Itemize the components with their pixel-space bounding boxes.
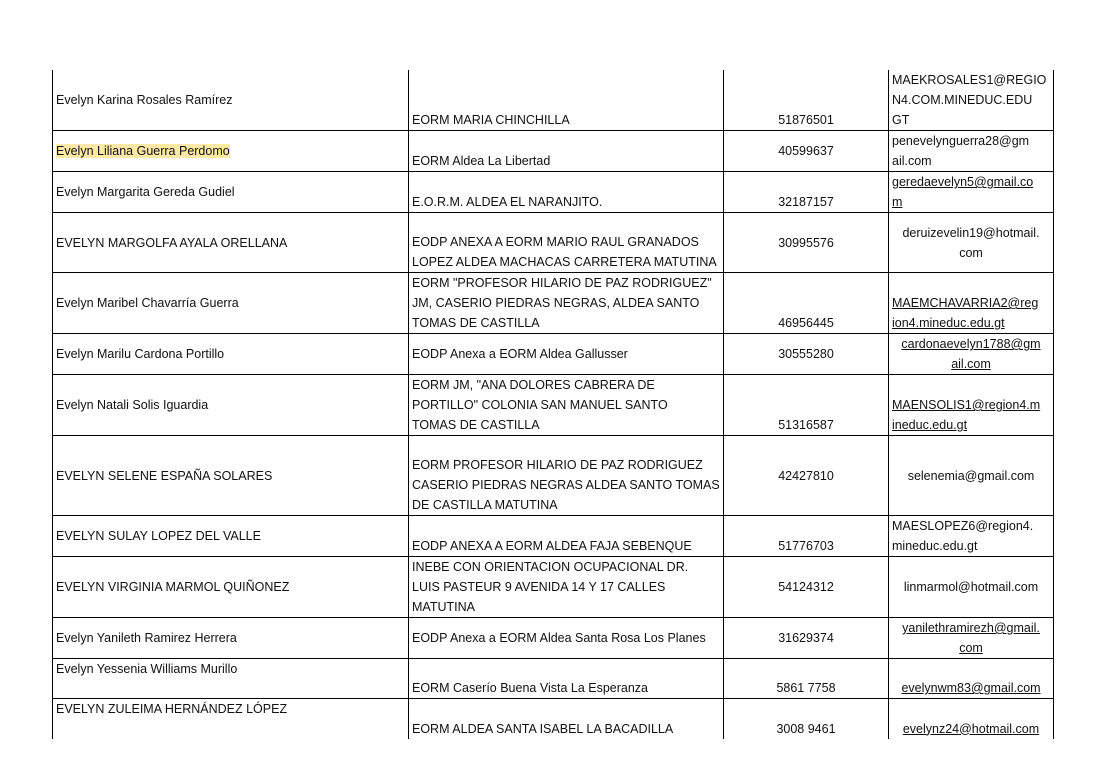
email-cell: deruizevelin19@hotmail. com [889, 213, 1054, 273]
school-cell: EODP ANEXA A EORM ALDEA FAJA SEBENQUE [409, 516, 724, 557]
phone-cell: 51876501 [724, 70, 889, 131]
email-cell: MAEKROSALES1@REGIO N4.COM.MINEDUC.EDU GT [889, 70, 1054, 131]
table-row [53, 131, 1054, 172]
email-cell: MAESLOPEZ6@region4. mineduc.edu.gt [889, 516, 1054, 557]
name-cell: Evelyn Margarita Gereda Gudiel [53, 172, 409, 213]
table-row [53, 172, 1054, 213]
phone-cell: 31629374 [724, 618, 889, 659]
school-cell: EODP Anexa a EORM Aldea Santa Rosa Los Planes [409, 618, 724, 659]
school-cell: EODP ANEXA A EORM MARIO RAUL GRANADOS LOPEZ ALDEA MACHACAS CARRETERA MATUTINA [409, 213, 724, 273]
table-row [53, 699, 1054, 739]
school-cell: EORM Aldea La Libertad [409, 131, 724, 172]
school-cell: INEBE CON ORIENTACION OCUPACIONAL DR. LUIS PASTEUR 9 AVENIDA 14 Y 17 CALLES MATUTINA [409, 557, 724, 618]
email-link[interactable]: evelynwm83@gmail.com [889, 659, 1054, 699]
table-row [53, 375, 1054, 436]
email-cell: penevelynguerra28@gm ail.com [889, 131, 1054, 172]
phone-cell: 3008 9461 [724, 699, 889, 739]
name-cell: Evelyn Natali Solis Iguardia [53, 375, 409, 436]
email-link[interactable]: yanilethramirezh@gmail. com [889, 618, 1054, 659]
table-row [53, 334, 1054, 375]
phone-cell: 30995576 [724, 213, 889, 273]
table-row [53, 516, 1054, 557]
school-cell: EODP Anexa a EORM Aldea Gallusser [409, 334, 724, 375]
table-row [53, 436, 1054, 516]
name-cell: Evelyn Karina Rosales Ramírez [53, 70, 409, 131]
phone-cell: 5861 7758 [724, 659, 889, 699]
table-row [53, 273, 1054, 334]
phone-cell: 32187157 [724, 172, 889, 213]
school-cell: E.O.R.M. ALDEA EL NARANJITO. [409, 172, 724, 213]
phone-cell: 51316587 [724, 375, 889, 436]
phone-cell: 30555280 [724, 334, 889, 375]
school-cell: EORM "PROFESOR HILARIO DE PAZ RODRIGUEZ" JM, CASERIO PIEDRAS NEGRAS, ALDEA SANTO TOMAS DE CASTILLA [409, 273, 724, 334]
table-row [53, 213, 1054, 273]
name-cell: Evelyn Yanileth Ramirez Herrera [53, 618, 409, 659]
email-link[interactable]: MAENSOLIS1@region4.m ineduc.edu.gt [889, 375, 1054, 436]
table-row [53, 70, 1054, 131]
email-link[interactable]: evelynz24@hotmail.com [889, 699, 1054, 739]
table-row [53, 659, 1054, 699]
school-cell: EORM Caserío Buena Vista La Esperanza [409, 659, 724, 699]
name-cell: EVELYN SULAY LOPEZ DEL VALLE [53, 516, 409, 557]
school-cell: EORM MARIA CHINCHILLA [409, 70, 724, 131]
phone-cell: 51776703 [724, 516, 889, 557]
email-link[interactable]: cardonaevelyn1788@gm ail.com [889, 334, 1054, 375]
name-cell: Evelyn Yessenia Williams Murillo [53, 659, 409, 699]
table-row [53, 557, 1054, 618]
email-cell: selenemia@gmail.com [889, 436, 1054, 516]
name-cell: EVELYN MARGOLFA AYALA ORELLANA [53, 213, 409, 273]
school-cell: EORM ALDEA SANTA ISABEL LA BACADILLA [409, 699, 724, 739]
name-cell: EVELYN VIRGINIA MARMOL QUIÑONEZ [53, 557, 409, 618]
phone-cell: 42427810 [724, 436, 889, 516]
phone-cell: 40599637 [724, 131, 889, 172]
name-cell: EVELYN ZULEIMA HERNÁNDEZ LÓPEZ [53, 699, 409, 739]
email-link[interactable]: geredaevelyn5@gmail.co m [889, 172, 1054, 213]
email-link[interactable]: MAEMCHAVARRIA2@reg ion4.mineduc.edu.gt [889, 273, 1054, 334]
phone-cell: 46956445 [724, 273, 889, 334]
phone-cell: 54124312 [724, 557, 889, 618]
name-cell: Evelyn Maribel Chavarría Guerra [53, 273, 409, 334]
teacher-table [52, 70, 1054, 739]
name-cell: EVELYN SELENE ESPAÑA SOLARES [53, 436, 409, 516]
name-cell: Evelyn Liliana Guerra Perdomo [53, 131, 409, 172]
email-cell: linmarmol@hotmail.com [889, 557, 1054, 618]
table-row [53, 618, 1054, 659]
school-cell: EORM JM, "ANA DOLORES CABRERA DE PORTILLO" COLONIA SAN MANUEL SANTO TOMAS DE CASTILLA [409, 375, 724, 436]
school-cell: EORM PROFESOR HILARIO DE PAZ RODRIGUEZ CASERIO PIEDRAS NEGRAS ALDEA SANTO TOMAS DE CASTILLA MATUTINA [409, 436, 724, 516]
name-cell: Evelyn Marilu Cardona Portillo [53, 334, 409, 375]
